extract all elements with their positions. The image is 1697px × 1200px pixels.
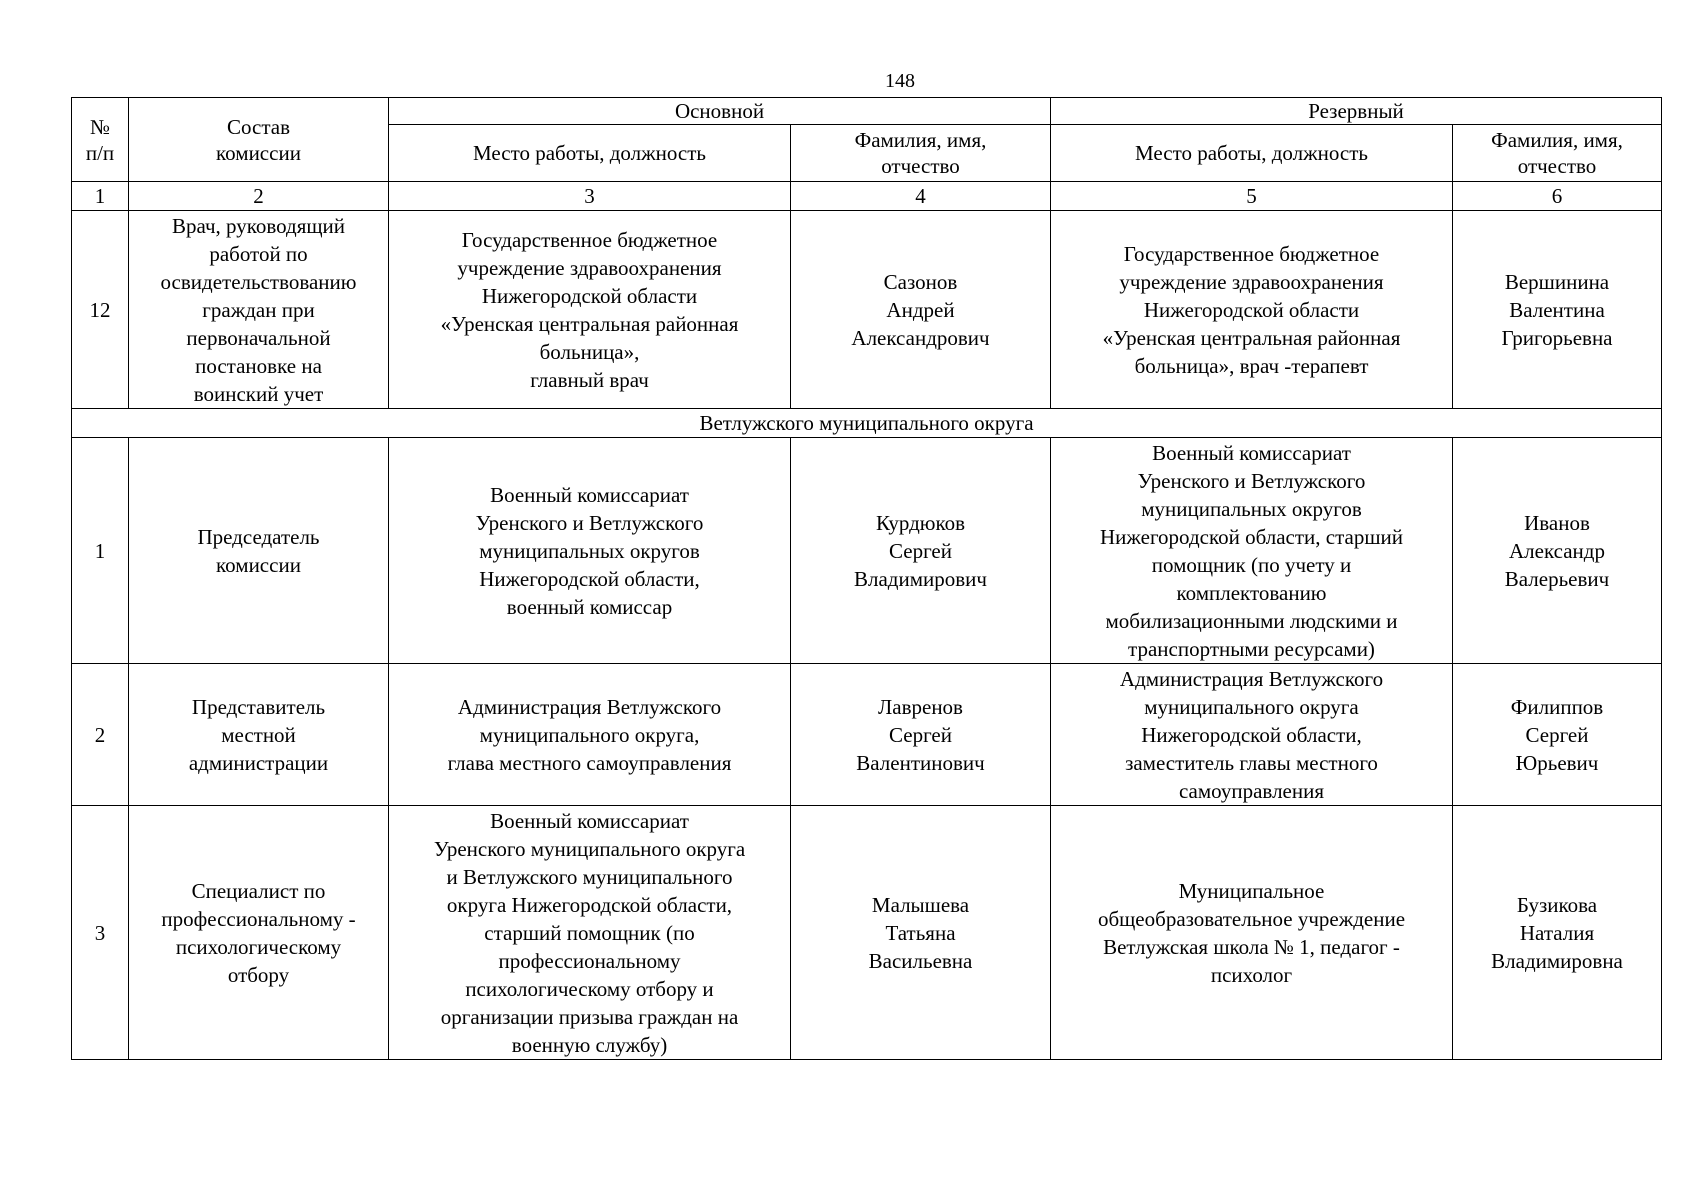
header-main-workplace: Место работы, должность [389, 125, 791, 182]
row-main-workplace: Военный комиссариат Уренского муниципального округа и Ветлужского муниципального округа Нижегородской области, старший помощник (по профессиональному психологическому отбору и организации призыва граждан на военную службу) [389, 806, 791, 1060]
column-number-row [72, 182, 1662, 211]
row-reserve-name: Бузикова Наталия Владимировна [1453, 806, 1662, 1060]
row-reserve-name: Вершинина Валентина Григорьевна [1453, 211, 1662, 409]
section-title: Ветлужского муниципального округа [72, 409, 1662, 438]
row-reserve-workplace: Военный комиссариат Уренского и Ветлужского муниципальных округов Нижегородской области, старший помощник (по учету и комплектованию мобилизационными людскими и транспортными ресурсами) [1051, 438, 1453, 664]
header-reserve-fullname: Фамилия, имя, отчество [1453, 125, 1662, 182]
column-number: 5 [1051, 182, 1453, 211]
header-composition: Состав комиссии [129, 98, 389, 182]
header-main-fullname: Фамилия, имя, отчество [791, 125, 1051, 182]
column-number: 6 [1453, 182, 1662, 211]
row-main-name: Сазонов Андрей Александрович [791, 211, 1051, 409]
header-reserve-workplace: Место работы, должность [1051, 125, 1453, 182]
row-main-workplace: Государственное бюджетное учреждение здравоохранения Нижегородской области «Уренская центральная районная больница», главный врач [389, 211, 791, 409]
column-number: 4 [791, 182, 1051, 211]
header-main: Основной [389, 98, 1051, 125]
table-row [72, 438, 1662, 664]
row-role: Председатель комиссии [129, 438, 389, 664]
column-number: 3 [389, 182, 791, 211]
row-num: 12 [72, 211, 129, 409]
column-number: 2 [129, 182, 389, 211]
row-main-name: Малышева Татьяна Васильевна [791, 806, 1051, 1060]
page-number: 148 [885, 70, 915, 92]
table-header [72, 98, 1662, 182]
row-num: 2 [72, 664, 129, 806]
row-reserve-name: Иванов Александр Валерьевич [1453, 438, 1662, 664]
header-num: № п/п [72, 98, 129, 182]
row-role: Врач, руководящий работой по освидетельствованию граждан при первоначальной постановке на воинский учет [129, 211, 389, 409]
table-row [72, 806, 1662, 1060]
row-main-name: Курдюков Сергей Владимирович [791, 438, 1051, 664]
table-row [72, 664, 1662, 806]
row-main-workplace: Военный комиссариат Уренского и Ветлужского муниципальных округов Нижегородской области, военный комиссар [389, 438, 791, 664]
commission-table [71, 97, 1662, 1060]
row-main-name: Лавренов Сергей Валентинович [791, 664, 1051, 806]
table-row [72, 211, 1662, 409]
row-reserve-workplace: Муниципальное общеобразовательное учреждение Ветлужская школа № 1, педагог - психолог [1051, 806, 1453, 1060]
section-row [72, 409, 1662, 438]
row-role: Представитель местной администрации [129, 664, 389, 806]
row-reserve-workplace: Государственное бюджетное учреждение здравоохранения Нижегородской области «Уренская центральная районная больница», врач -терапевт [1051, 211, 1453, 409]
row-num: 1 [72, 438, 129, 664]
row-reserve-workplace: Администрация Ветлужского муниципального округа Нижегородской области, заместитель главы местного самоуправления [1051, 664, 1453, 806]
column-number: 1 [72, 182, 129, 211]
row-main-workplace: Администрация Ветлужского муниципального округа, глава местного самоуправления [389, 664, 791, 806]
header-reserve: Резервный [1051, 98, 1662, 125]
row-reserve-name: Филиппов Сергей Юрьевич [1453, 664, 1662, 806]
row-role: Специалист по профессиональному - психологическому отбору [129, 806, 389, 1060]
row-num: 3 [72, 806, 129, 1060]
